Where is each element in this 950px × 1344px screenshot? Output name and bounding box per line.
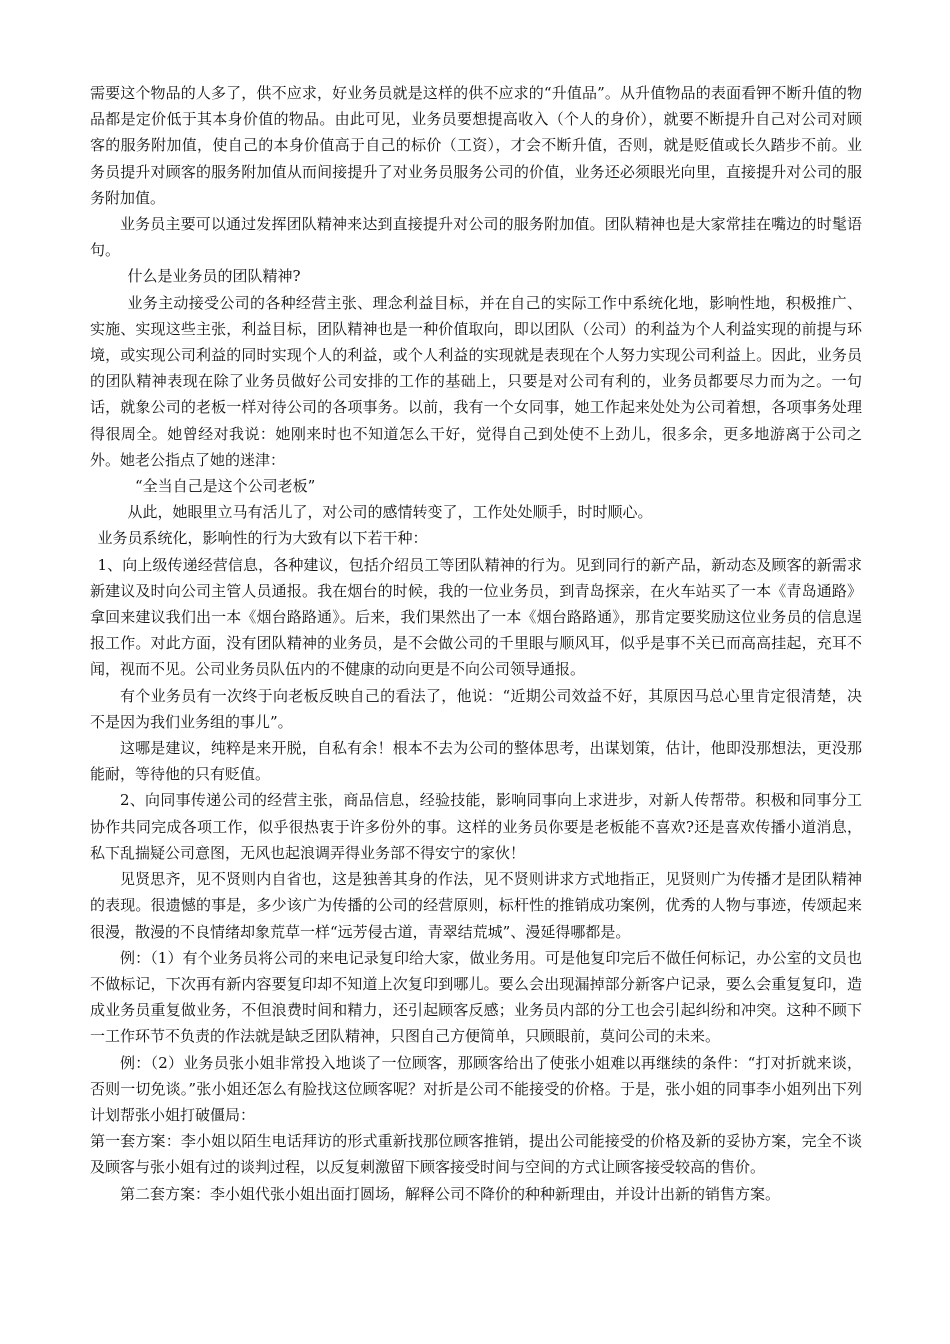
example-1-photocopy: 例：（1）有个业务员将公司的来电记录复印给大家，做业务用。可是他复印完后不做任何标记，办公室的文员也不做标记，下次再有新内容要复印却不知道上次复印到哪儿。要么会出现漏掉部分新客户记录，要么会重复复印，造成业务员重复做业务，不但浪费时间和精力，还引起顾客反感；业务员内部的分工也会引起纠纷和冲突。这种不顾下一工作环节不负责的作法就是缺乏团队精神，只图自己方便简单，只顾眼前，莫问公司的未来。: [90, 948, 862, 1046]
paragraph-excuse-comment: 这哪是建议，纯粹是来开脱，自私有余！根本不去为公司的整体思考，出谋划策，估计，他即没那想法，更没那能耐，等待他的只有贬值。: [90, 739, 862, 784]
paragraph-since-then: 从此，她眼里立马有活儿了，对公司的感情转变了，工作处处顺手，时时顺心。: [127, 503, 653, 522]
paragraph-behavior-list-intro: 业务员系统化，影响性的行为大致有以下若干种：: [97, 529, 428, 548]
list-item-2-colleagues: 2、向同事传递公司的经营主张，商品信息，经验技能，影响同事向上求进步，对新人传帮带。积极和同事分工协作共同完成各项工作，似乎很热衷于许多份外的事。这样的业务员你要是老板能不喜欢?还是喜欢传播小道消息，私下乱揣疑公司意图，无风也起浪调弄得业务部不得安宁的家伙！: [90, 791, 862, 862]
paragraph-team-spirit-definition: 业务主动接受公司的各种经营主张、理念利益目标，并在自己的实际工作中系统化地，影响性地，积极推广、实施、实现这些主张，利益目标，团队精神也是一种价值取向，即以团队（公司）的利益为个人利益实现的前提与环境，或实现公司利益的同时实现个人的利益，或个人利益的实现就是表现在个人努力实现公司利益上。因此，业务员的团队精神表现在除了业务员做好公司安排的工作的基础上，只要是对公司有利的，业务员都要尽力而为之。一句话，就象公司的老板一样对待公司的各项事务。以前，我有一个女同事，她工作起来处处为公司着想，各项事务处理得很周全。她曾经对我说：她刚来时也不知道怎么干好，觉得自己到处使不上劲儿，很多余，更多地游离于公司之外。她老公指点了她的迷津：: [90, 293, 862, 469]
paragraph-emulate-the-worthy: 见贤思齐，见不贤则内自省也，这是独善其身的作法，见不贤则讲求方式地指正，见贤则广为传播才是团队精神的表现。很遗憾的事是，多少该广为传播的公司的经营原则，标杆性的推销成功案例，优秀的人物与事迹，传颂起来很漫，散漫的不良情绪却象荒草一样“远芳侵古道，青翠结荒城”、漫延得哪都是。: [90, 870, 862, 941]
paragraph-value-added: 需要这个物品的人多了，供不应求，好业务员就是这样的供不应求的“升值品”。从升值物品的表面看钾不断升值的物品都是定价低于其本身价值的物品。由此可见，业务员要想提高收入（个人的身价），就要不断提升自己对公司对顾客的服务附加值，使自己的本身价值高于自己的标价（工资），才会不断升值，否则，就是贬值或长久踏步不前。业务员提升对顾客的服务附加值从而间接提升了对业务员服务公司的价值，业务还必须眼光向里，直接提升对公司的服务附加值。: [90, 84, 862, 207]
section-heading-team-spirit: 什么是业务员的团队精神?: [127, 267, 301, 286]
plan-2: 第二套方案：李小姐代张小姐出面打圆场，解释公司不降价的种种新理由，并设计出新的销售方案。: [120, 1184, 781, 1203]
list-item-1-report-upward: 1、向上级传递经营信息，各种建议，包括介绍员工等团队精神的行为。见到同行的新产品，新动态及顾客的新需求新建议及时向公司主管人员通报。我在烟台的时候，我的一位业务员，到青岛探亲，在火车站买了一本《青岛通路》拿回来建议我们出一本《烟台路路通》。后来，我们果然出了一本《烟台路路通》，那肯定要奖励这位业务员的信息逞报工作。对此方面，没有团队精神的业务员，是不会做公司的千里眼与顺风耳，似乎是事不关已而高高挂起，充耳不闻，视而不见。公司业务员队伍内的不健康的动向更是不向公司领导通报。: [90, 555, 862, 679]
paragraph-team-spirit-intro: 业务员主要可以通过发挥团队精神来达到直接提升对公司的服务附加值。团队精神也是大家常挂在嘴边的时髦语句。: [90, 215, 862, 260]
plan-1: 第一套方案：李小姐以陌生电话拜访的形式重新找那位顾客推销，提出公司能接受的价格及新的妥协方案，完全不谈及顾客与张小姐有过的谈判过程，以反复刺激留下顾客接受时间与空间的方式让顾客接受较高的售价。: [90, 1132, 862, 1177]
paragraph-salesman-complaint: 有个业务员有一次终于向老板反映自己的看法了，他说：“近期公司效益不好，其原因马总心里肯定很清楚，决不是因为我们业务组的事儿”。: [90, 686, 862, 731]
quote-boss-mindset: “全当自己是这个公司老板”: [135, 477, 316, 496]
example-2-miss-zhang: 例：（2）业务员张小姐非常投入地谈了一位顾客，那顾客给出了使张小姐难以再继续的条件：“打对折就来谈，否则一切免谈。”张小姐还怎么有脸找这位顾客呢？对折是公司不能接受的价格。于是，张小姐的同事李小姐列出下列计划帮张小姐打破僵局：: [90, 1053, 862, 1124]
document-page: [90, 80, 862, 1207]
